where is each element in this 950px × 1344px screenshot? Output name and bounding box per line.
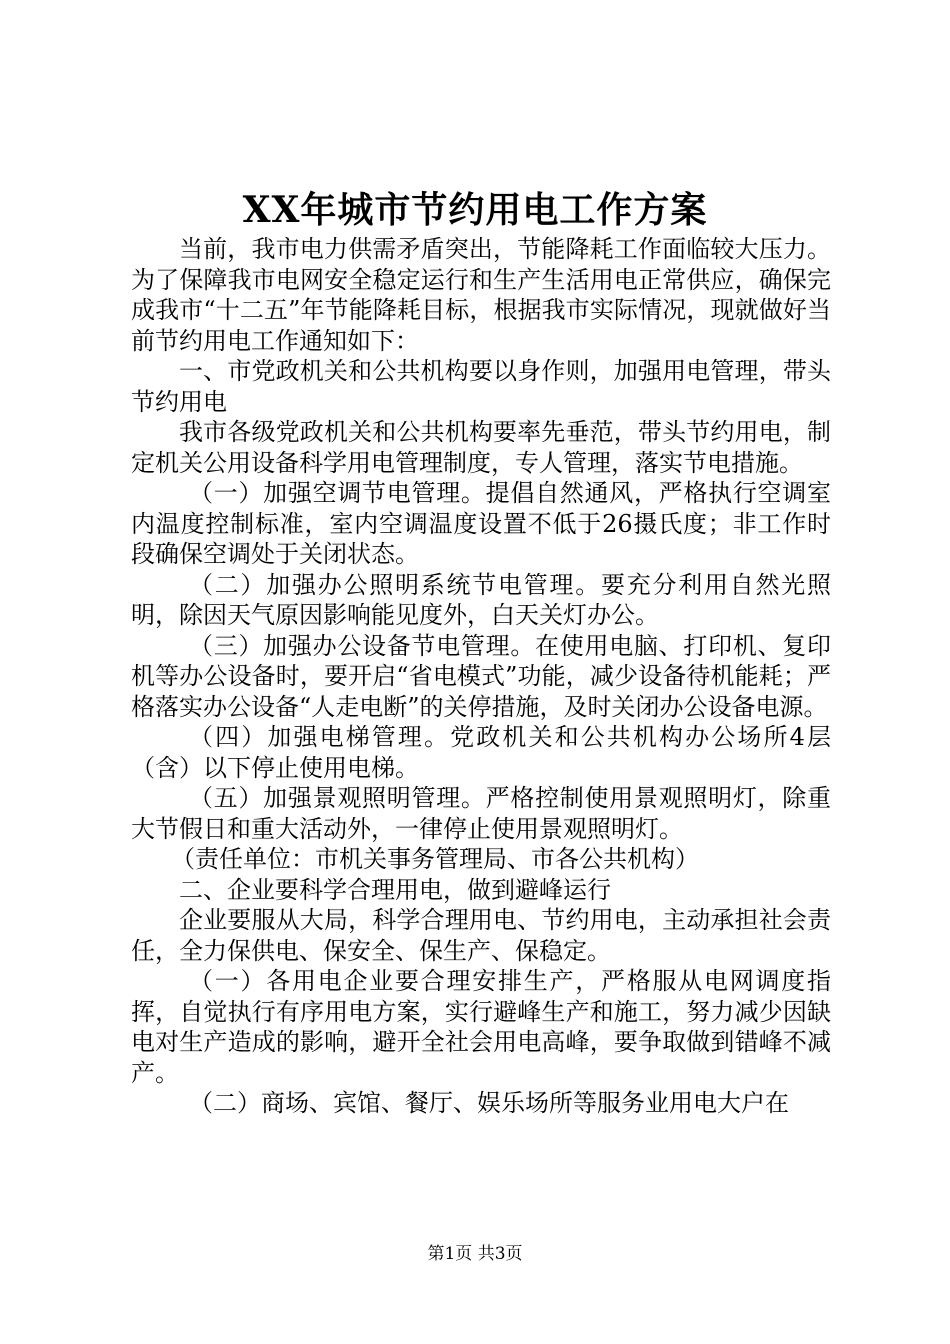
section-2-item-1: （一）各用电企业要合理安排生产，严格服从电网调度指挥，自觉执行有序用电方案，实行避峰生产和施工，努力减少因缺电对生产造成的影响，避开全社会用电高峰，要争取做到错峰不减产。	[131, 967, 831, 1087]
section-1-item-1: （一）加强空调节电管理。提倡自然通风，严格执行空调室内温度控制标准，室内空调温度设置不低于26摄氏度；非工作时段确保空调处于关闭状态。	[131, 479, 831, 568]
document-body	[131, 234, 831, 1119]
section-2-paragraph: 企业要服从大局，科学合理用电、节约用电，主动承担社会责任，全力保供电、保安全、保生产、保稳定。	[131, 906, 831, 965]
section-heading-2: 二、企业要科学合理用电，做到避峰运行	[179, 875, 611, 904]
page-footer: 第1页 共3页	[427, 1244, 523, 1264]
section-1-paragraph: 我市各级党政机关和公共机构要率先垂范，带头节约用电，制定机关公用设备科学用电管理制度，专人管理，落实节电措施。	[131, 418, 831, 477]
responsible-units-note: （责任单位：市机关事务管理局、市各公共机构）	[171, 845, 699, 873]
section-1-item-2: （二）加强办公照明系统节电管理。要充分利用自然光照明，除因天气原因影响能见度外，白天关灯办公。	[131, 570, 831, 629]
section-1-item-4: （四）加强电梯管理。党政机关和公共机构办公场所4层（含）以下停止使用电梯。	[131, 723, 831, 782]
section-1-item-5: （五）加强景观照明管理。严格控制使用景观照明灯，除重大节假日和重大活动外，一律停止使用景观照明灯。	[131, 784, 831, 843]
section-2-item-2: （二）商场、宾馆、餐厅、娱乐场所等服务业用电大户在	[189, 1089, 789, 1117]
section-1-item-3: （三）加强办公设备节电管理。在使用电脑、打印机、复印机等办公设备时，要开启“省电模式”功能，减少设备待机能耗；严格落实办公设备“人走电断”的关停措施，及时关闭办公设备电源。	[131, 631, 831, 721]
intro-paragraph: 当前，我市电力供需矛盾突出，节能降耗工作面临较大压力。为了保障我市电网安全稳定运行和生产生活用电正常供应，确保完成我市“十二五”年节能降耗目标，根据我市实际情况，现就做好当前节约用电工作通知如下：	[131, 235, 831, 355]
section-heading-1: 一、市党政机关和公共机构要以身作则，加强用电管理，带头节约用电	[131, 357, 831, 416]
document-title: XX年城市节约用电工作方案	[242, 189, 708, 231]
